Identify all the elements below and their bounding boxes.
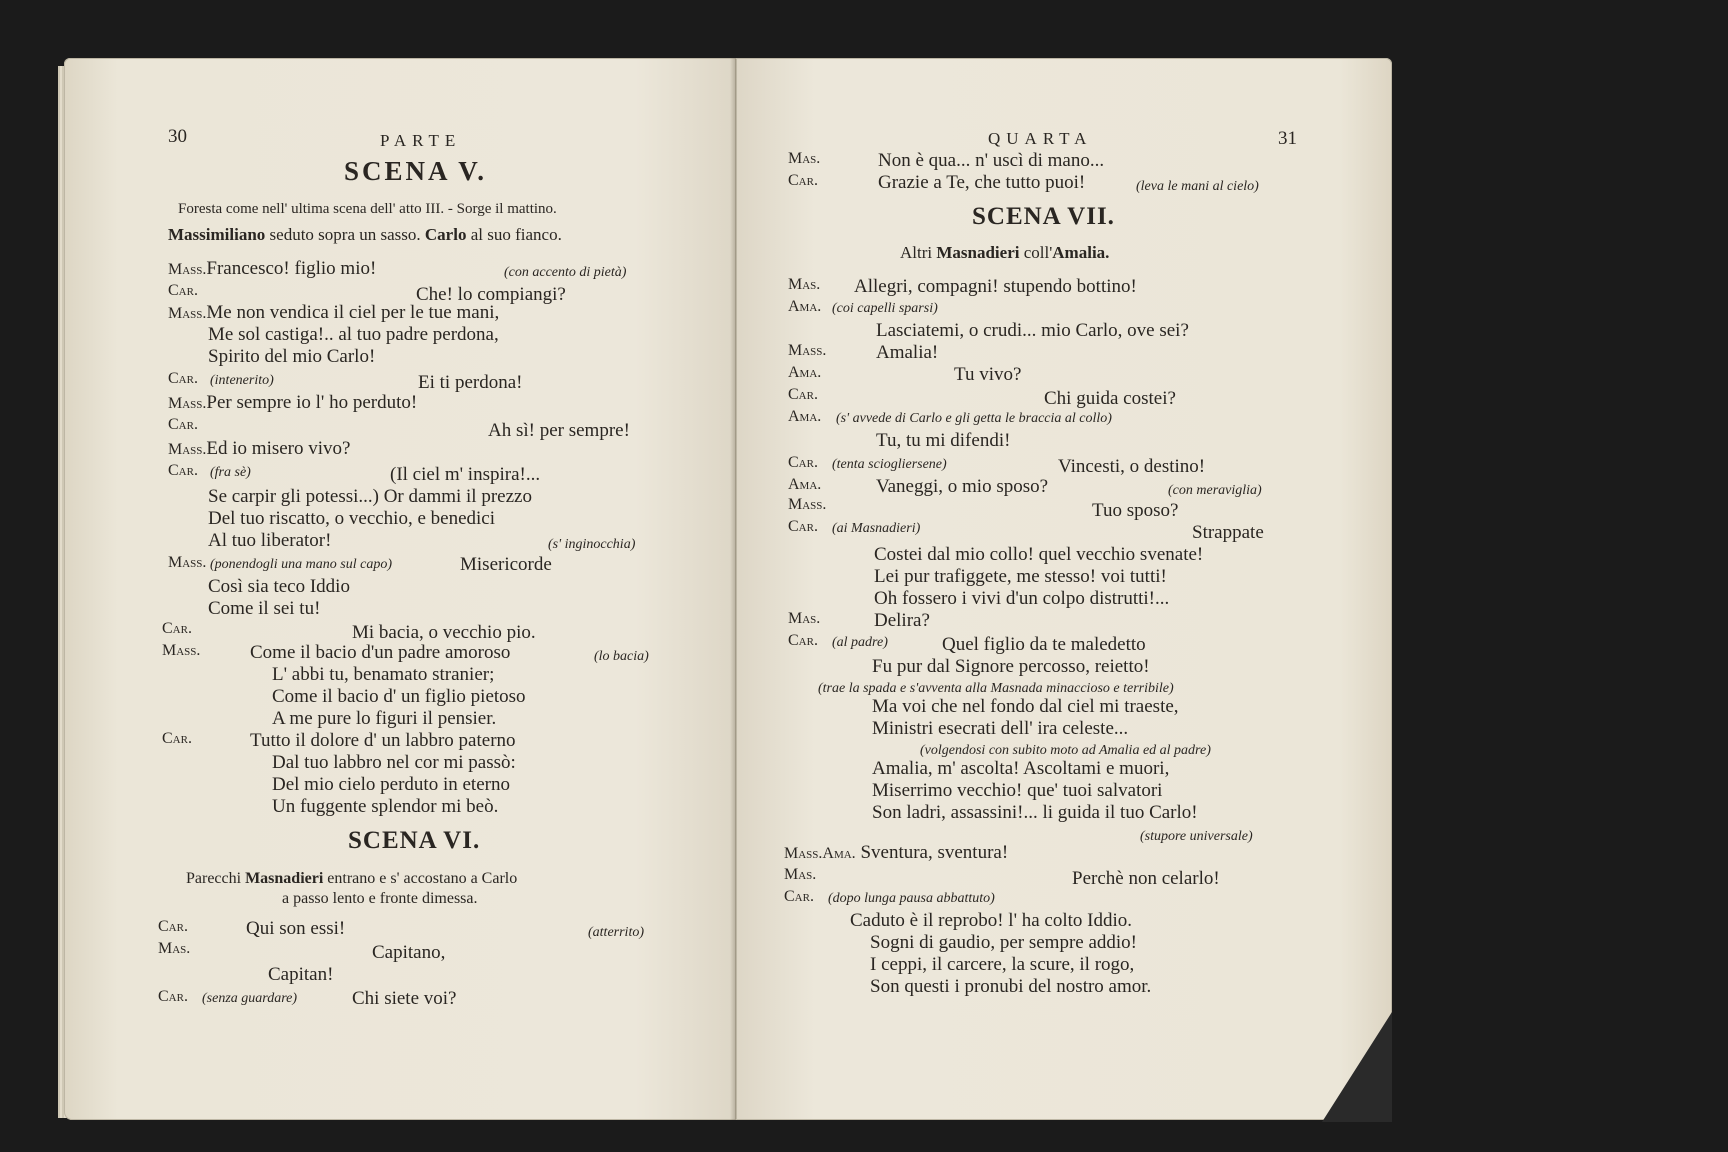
torn-page-corner [1322,1012,1392,1122]
speaker: Mass. [168,554,207,571]
dialogue-line: Come il bacio d' un figlio pietoso [272,686,526,707]
dialogue-line: Tu vivo? [954,364,1022,385]
speaker: Ama. [788,364,822,381]
dialogue-line: A me pure lo figuri il pensier. [272,708,497,729]
dialogue-line: Grazie a Te, che tutto puoi! [878,172,1086,193]
dialogue-line: Me sol castiga!.. al tuo padre perdona, [208,324,499,345]
page-number-left: 30 [168,126,187,147]
dialogue-line: Perchè non celarlo! [1072,868,1220,889]
dialogue-line: Non è qua... n' uscì di mano... [878,150,1105,171]
stage-direction: (s' inginocchia) [548,537,636,552]
speaker: Car. [788,172,818,189]
dialogue-line: Lasciatemi, o crudi... mio Carlo, ove sei? [876,320,1189,341]
speaker: Car. [788,518,818,535]
dialogue-line: Capitano, [372,942,446,963]
dialogue-line: Oh fossero i vivi d'un colpo distrutti!... [874,588,1170,609]
dialogue-line: Mass.Per sempre io l' ho perduto! [168,392,418,413]
dialogue-line: (Il ciel m' inspira!... [390,464,541,485]
speaker: Mass. [788,342,827,359]
dialogue-line: Caduto è il reprobo! l' ha colto Iddio. [850,910,1133,931]
dialogue-line: Vincesti, o destino! [1058,456,1206,477]
stage-direction: (stupore universale) [1140,829,1253,844]
stage-direction: (senza guardare) [202,991,298,1006]
dialogue-line: Un fuggente splendor mi beò. [272,796,499,817]
stage-direction: Altri Masnadieri coll'Amalia. [900,243,1110,262]
dialogue-line: Mass.Ed io misero vivo? [168,438,351,459]
dialogue-line: Del tuo riscatto, o vecchio, e benedici [208,508,496,529]
stage-direction: (ponendogli una mano sul capo) [210,557,392,572]
dialogue-line: Miserrimo vecchio! que' tuoi salvatori [872,780,1163,801]
speaker: Car. [162,730,192,747]
dialogue-line: Misericorde [460,554,552,575]
speaker: Car. [788,454,818,471]
dialogue-line: Son ladri, assassini!... li guida il tuo Carlo! [872,802,1198,823]
stage-direction: (atterrito) [588,925,644,940]
speaker: Car. [168,282,198,299]
dialogue-line: Vaneggi, o mio sposo? [876,476,1049,497]
dialogue-line: Ei ti perdona! [418,372,523,393]
dialogue-line: Son questi i pronubi del nostro amor. [870,976,1152,997]
stage-direction: (fra sè) [210,465,251,480]
speaker: Car. [168,370,198,387]
speaker: Mas. [158,940,191,957]
speaker: Ama. [788,408,822,425]
running-head-right: QUARTA [988,129,1093,148]
left-page [64,58,736,1120]
dialogue-line: Chi guida costei? [1044,388,1176,409]
dialogue-line: Amalia! [876,342,939,363]
dialogue-line: Ma voi che nel fondo dal ciel mi traeste, [872,696,1179,717]
dialogue-line: Mass.Francesco! figlio mio! [168,258,377,279]
dialogue-line: Capitan! [268,964,334,985]
dialogue-line: Costei dal mio collo! quel vecchio svenate! [874,544,1204,565]
speaker: Ama. [788,476,822,493]
dialogue-line: L' abbi tu, benamato stranier; [272,664,495,685]
speaker: Car. [784,888,814,905]
dialogue-line: Così sia teco Iddio [208,576,350,597]
speaker: Car. [788,386,818,403]
stage-direction: (al padre) [832,635,888,650]
stage-direction: (coi capelli sparsi) [832,301,938,316]
dialogue-line: Mass.Ama. Sventura, sventura! [784,842,1009,863]
speaker: Mass. [162,642,201,659]
dialogue-line: Delira? [874,610,930,631]
speaker: Car. [168,462,198,479]
dialogue-line: Tutto il dolore d' un labbro paterno [250,730,516,751]
stage-direction: Parecchi Masnadieri entrano e s' accostano a Carlo [186,870,518,887]
stage-direction: a passo lento e fronte dimessa. [282,890,478,907]
dialogue-line: Strappate [1192,522,1264,543]
stage-direction: Massimiliano seduto sopra un sasso. Carlo al suo fianco. [168,225,562,244]
dialogue-line: Tuo sposo? [1092,500,1179,521]
dialogue-line: Mass.Me non vendica il ciel per le tue mani, [168,302,500,323]
dialogue-line: Ministri esecrati dell' ira celeste... [872,718,1129,739]
speaker: Ama. [788,298,822,315]
scene-title: SCENA VII. [972,203,1115,230]
stage-direction: (con meraviglia) [1168,483,1262,498]
dialogue-line: Come il bacio d'un padre amoroso [250,642,511,663]
dialogue-line: Amalia, m' ascolta! Ascoltami e muori, [872,758,1170,779]
stage-direction: (con accento di pietà) [504,265,627,280]
dialogue-line: Che! lo compiangi? [416,284,566,305]
dialogue-line: Se carpir gli potessi...) Or dammi il prezzo [208,486,532,507]
speaker: Car. [788,632,818,649]
speaker: Car. [158,988,188,1005]
dialogue-line: Fu pur dal Signore percosso, reietto! [872,656,1150,677]
dialogue-line: Lei pur trafiggete, me stesso! voi tutti! [874,566,1167,587]
dialogue-line: I ceppi, il carcere, la scure, il rogo, [870,954,1135,975]
stage-direction: (intenerito) [210,373,274,388]
stage-direction: (trae la spada e s'avventa alla Masnada minaccioso e terribile) [818,681,1174,696]
speaker: Mas. [788,610,821,627]
stage-direction: (s' avvede di Carlo e gli getta le braccia al collo) [836,411,1112,426]
stage-direction: (tenta sciogliersene) [832,457,947,472]
stage-direction: (lo bacia) [594,649,649,664]
page-number-right: 31 [1278,128,1297,149]
scene-title: SCENA VI. [348,827,481,854]
dialogue-line: Spirito del mio Carlo! [208,346,376,367]
stage-direction: Foresta come nell' ultima scena dell' atto III. - Sorge il mattino. [178,201,557,217]
dialogue-line: Ah sì! per sempre! [488,420,630,441]
speaker: Car. [168,416,198,433]
speaker: Mass. [788,496,827,513]
right-page [736,58,1392,1120]
dialogue-line: Quel figlio da te maledetto [942,634,1146,655]
dialogue-line: Qui son essi! [246,918,346,939]
dialogue-line: Chi siete voi? [352,988,457,1009]
dialogue-line: Mi bacia, o vecchio pio. [352,622,536,643]
speaker: Mas. [788,276,821,293]
running-head-left: PARTE [380,131,462,150]
speaker: Mas. [784,866,817,883]
dialogue-line: Dal tuo labbro nel cor mi passò: [272,752,516,773]
speaker: Car. [158,918,188,935]
dialogue-line: Allegri, compagni! stupendo bottino! [854,276,1137,297]
stage-direction: (leva le mani al cielo) [1136,179,1259,194]
stage-direction: (volgendosi con subito moto ad Amalia ed al padre) [920,743,1211,758]
dialogue-line: Del mio cielo perduto in eterno [272,774,510,795]
stage-direction: (dopo lunga pausa abbattuto) [828,891,995,906]
speaker: Mas. [788,150,821,167]
dialogue-line: Al tuo liberator! [208,530,332,551]
scene-title: SCENA V. [344,156,488,186]
dialogue-line: Sogni di gaudio, per sempre addio! [870,932,1138,953]
speaker: Car. [162,620,192,637]
dialogue-line: Tu, tu mi difendi! [876,430,1011,451]
dialogue-line: Come il sei tu! [208,598,321,619]
stage-direction: (ai Masnadieri) [832,521,921,536]
